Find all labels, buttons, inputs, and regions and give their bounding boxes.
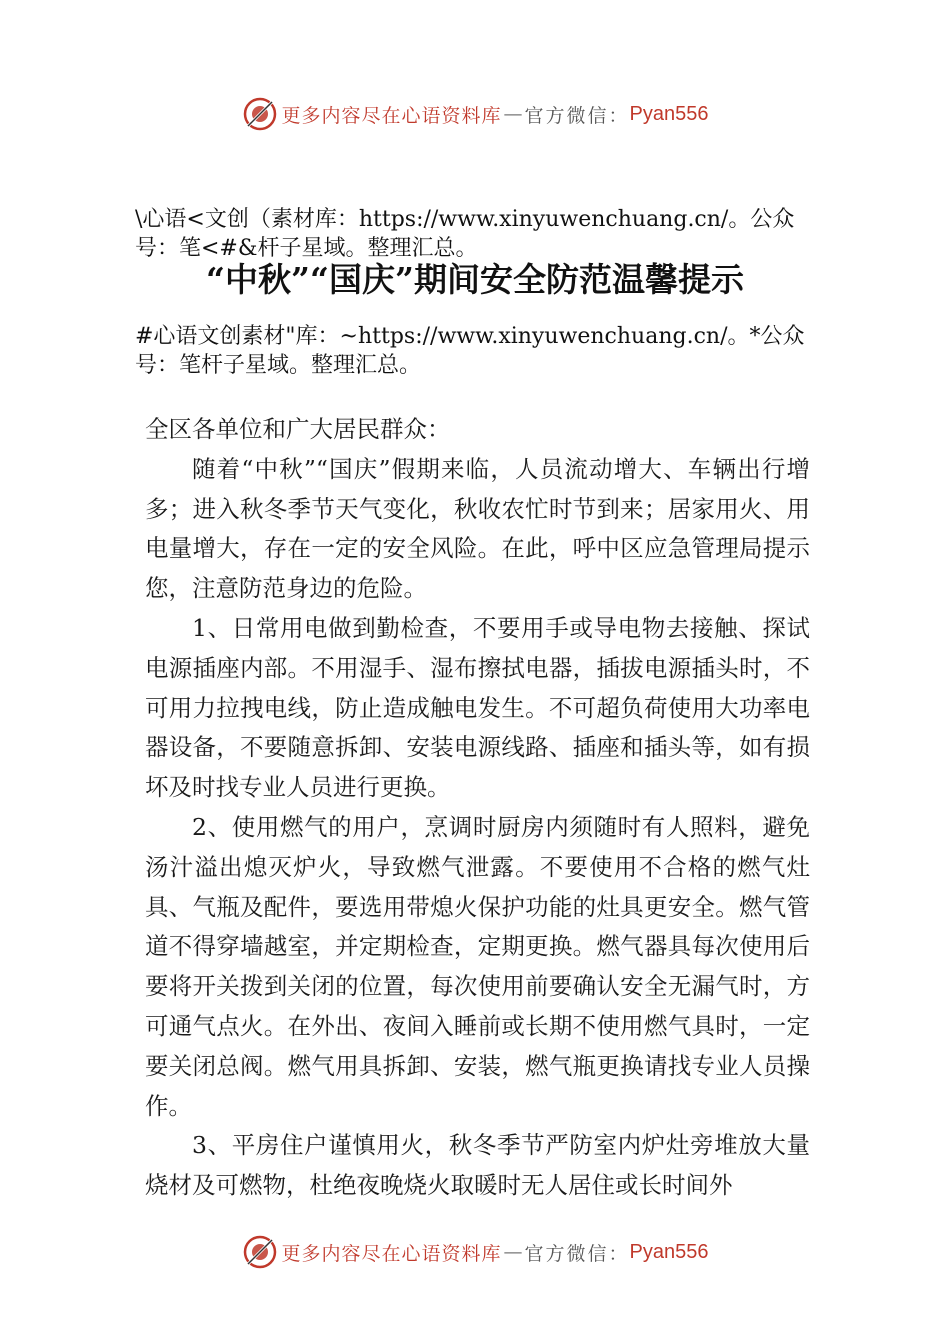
footer-watermark-banner	[0, 1232, 950, 1272]
banner-main-text: 更多内容尽在心语资料库	[281, 104, 502, 127]
banner-separator: —	[503, 1241, 523, 1263]
banner-wechat-label: 官方微信：	[524, 104, 630, 127]
header-watermark-banner	[0, 94, 950, 134]
source-note-2: #心语文创素材"库：~https://www.xinyuwenchuang.cn/。*公众号：笔杆子星域。整理汇总。	[135, 324, 805, 378]
banner-separator: —	[503, 103, 523, 125]
paragraph-fire: 3、平房住户谨慎用火，秋冬季节严防室内炉灶旁堆放大量烧材及可燃物，杜绝夜晚烧火取暖时无人居住或长时间外	[145, 1131, 810, 1200]
banner-wechat-id: Pyan556	[629, 102, 709, 125]
logo-icon	[242, 1234, 278, 1270]
greeting: 全区各单位和广大居民群众：	[145, 415, 451, 443]
banner-main-text: 更多内容尽在心语资料库	[281, 1242, 502, 1265]
banner-wechat-label: 官方微信：	[524, 1242, 630, 1265]
document-title: “中秋”“国庆”期间安全防范温馨提示	[206, 260, 744, 299]
source-note-1: \心语<文创（素材库：https://www.xinyuwenchuang.cn/。公众号：笔<#&杆子星域。整理汇总。	[135, 207, 795, 261]
paragraph-electricity: 1、日常用电做到勤检查，不要用手或导电物去接触、探试电源插座内部。不用湿手、湿布擦拭电器，插拔电源插头时，不可用力拉拽电线，防止造成触电发生。不可超负荷使用大功率电器设备，不要随意拆卸、安装电源线路、插座和插头等，如有损坏及时找专业人员进行更换。	[145, 613, 810, 802]
paragraph-gas: 2、使用燃气的用户，烹调时厨房内须随时有人照料，避免汤汁溢出熄灭炉火，导致燃气泄露。不要使用不合格的燃气灶具、气瓶及配件，要选用带熄火保护功能的灶具更安全。燃气管道不得穿墙越室，并定期检查，定期更换。燃气器具每次使用后要将开关拨到关闭的位置，每次使用前要确认安全无漏气时，方可通气点火。在外出、夜间入睡前或长期不使用燃气具时，一定要关闭总阀。燃气用具拆卸、安装，燃气瓶更换请找专业人员操作。	[145, 812, 810, 1120]
logo-icon	[242, 96, 278, 132]
banner-wechat-id: Pyan556	[629, 1240, 709, 1263]
paragraph-intro: 随着“中秋”“国庆”假期来临，人员流动增大、车辆出行增多；进入秋冬季节天气变化，秋收农忙时节到来；居家用火、用电量增大，存在一定的安全风险。在此，呼中区应急管理局提示您，注意防范身边的危险。	[145, 454, 810, 603]
document-body	[145, 410, 810, 1206]
